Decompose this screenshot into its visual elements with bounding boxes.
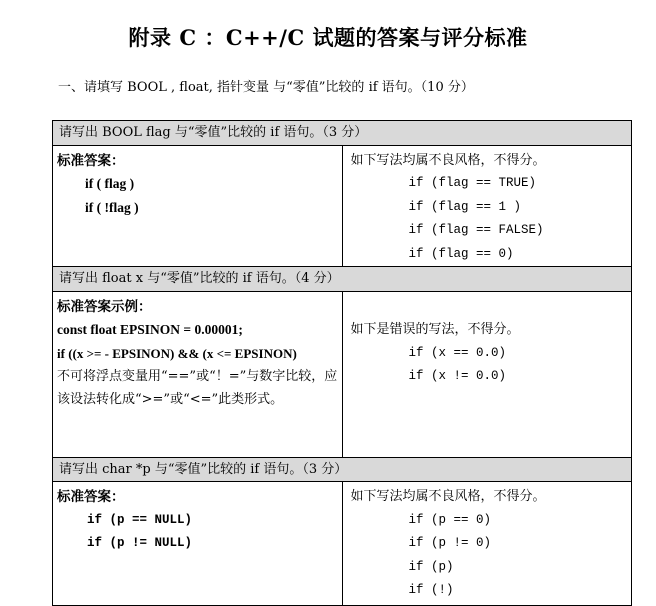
- wrong-code-line: if (x != 0.0): [408, 369, 507, 383]
- wrong-code-line: if (flag == 1 ): [408, 199, 522, 214]
- answer-line: if ( !flag ): [85, 199, 139, 215]
- answer-line: if ( flag ): [85, 176, 135, 191]
- wrong-code-line: if (flag == 0): [408, 246, 514, 261]
- wrong-code-line: if (!): [408, 583, 454, 597]
- answer-label: 标准答案示例：: [57, 298, 152, 314]
- wrong-code-line: if (flag == FALSE): [408, 223, 544, 237]
- wrong-intro: 如下写法均属不良风格，不得分。: [350, 152, 546, 168]
- wrong-code-line: if (p): [408, 559, 454, 574]
- answer-note: 不可将浮点变量用“==”或“！=”与数字比较，应该设法转化成“>=”或“<=”此类形式。: [57, 369, 338, 407]
- answer-label: 标准答案：: [57, 489, 125, 504]
- wrong-cell-float: [342, 291, 632, 457]
- wrong-code-line: if (x == 0.0): [408, 345, 507, 360]
- wrong-code-line: if (p == 0): [408, 512, 492, 527]
- section-header-pointer: 请写出 char *p 与“零值”比较的 if 语句。（3 分）: [53, 457, 632, 482]
- wrong-code-line: if (p != 0): [408, 536, 492, 550]
- answer-table: [52, 120, 632, 606]
- wrong-code-line: if (flag == TRUE): [408, 176, 537, 190]
- answer-cell-float: [53, 291, 343, 457]
- section-header-float: 请写出 float x 与“零值”比较的 if 语句。（4 分）: [53, 267, 632, 292]
- section-header-bool: 请写出 BOOL flag 与“零值”比较的 if 语句。（3 分）: [53, 121, 632, 146]
- wrong-cell-bool: [342, 145, 632, 267]
- answer-cell-bool: [53, 145, 343, 267]
- answer-cell-pointer: [53, 482, 343, 606]
- answer-line: const float EPSINON = 0.00001;: [57, 322, 243, 337]
- answer-label: 标准答案：: [57, 152, 125, 168]
- answer-line: if (p != NULL): [87, 536, 193, 550]
- wrong-intro: 如下是错误的写法，不得分。: [350, 322, 520, 337]
- page-title: 附录 C ：C++/C 试题的答案与评分标准: [128, 25, 528, 50]
- wrong-intro: 如下写法均属不良风格，不得分。: [350, 489, 546, 504]
- question-intro: 一、请填写 BOOL , float, 指针变量 与“零值”比较的 if 语句。（10 分）: [58, 80, 474, 95]
- answer-line: if (p == NULL): [87, 512, 193, 527]
- wrong-cell-pointer: [342, 482, 632, 606]
- answer-line: if ((x >= - EPSINON) && (x <= EPSINON): [57, 345, 297, 361]
